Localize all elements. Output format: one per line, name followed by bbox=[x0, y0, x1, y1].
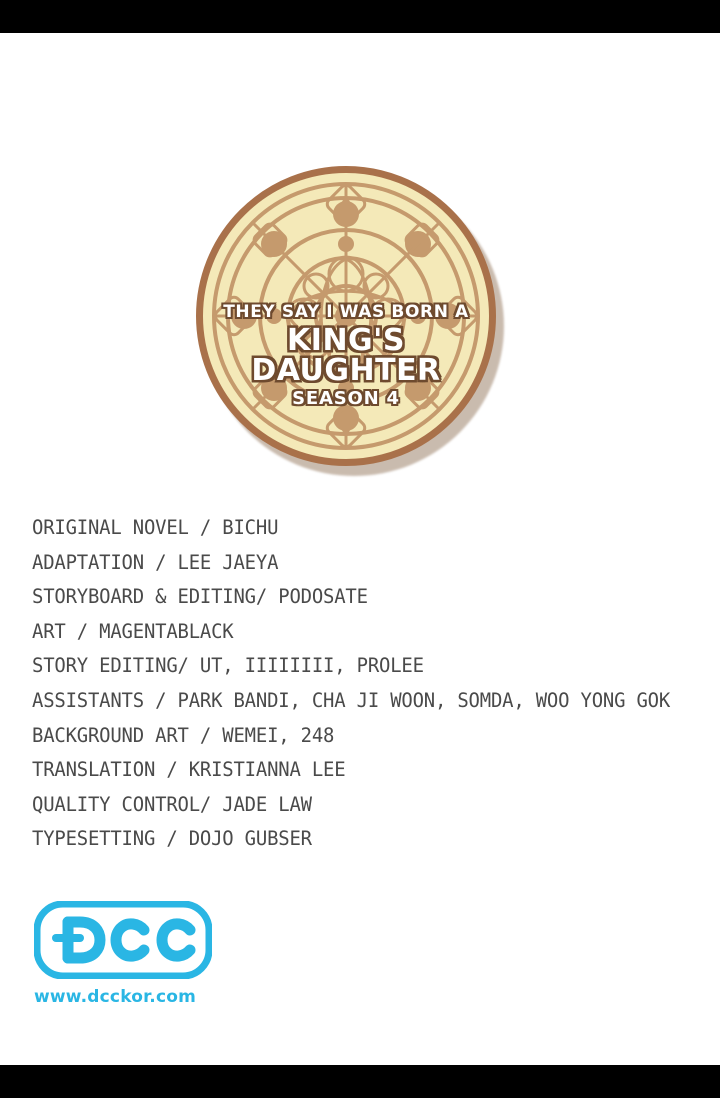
publisher-url[interactable]: www.dcckor.com bbox=[34, 987, 197, 1007]
logo-title-line-2: KING'S DAUGHTER bbox=[251, 323, 441, 388]
credit-line-typesetting: TYPESETTING / DOJO GUBSER bbox=[32, 827, 312, 851]
credit-line-background-art: BACKGROUND ART / WEMEI, 248 bbox=[32, 723, 335, 747]
publisher-brand bbox=[34, 901, 334, 1007]
logo-title-block bbox=[202, 304, 490, 408]
credit-line-quality-control: QUALITY CONTROL/ JADE LAW bbox=[32, 792, 312, 816]
logo-medallion-wrapper bbox=[196, 166, 516, 486]
dcc-logo-icon bbox=[34, 901, 212, 979]
logo-season-label: SEASON 4 bbox=[292, 388, 400, 409]
credit-line-original-novel: ORIGINAL NOVEL / BICHU bbox=[32, 516, 279, 539]
credit-line-assistants: ASSISTANTS / PARK BANDI, CHA JI WOON, SOMDA, WOO YONG GOK bbox=[32, 688, 671, 712]
credit-line-translation: TRANSLATION / KRISTIANNA LEE bbox=[32, 758, 346, 782]
credits-list bbox=[32, 511, 692, 857]
credit-line-art: ART / MAGENTABLACK bbox=[32, 619, 234, 643]
credit-line-adaptation: ADAPTATION / LEE JAEYA bbox=[32, 550, 279, 574]
credit-line-storyboard-editing: STORYBOARD & EDITING/ PODOSATE bbox=[32, 585, 368, 609]
page-canvas bbox=[0, 33, 720, 1065]
credit-line-story-editing: STORY EDITING/ UT, IIIIIIII, PROLEE bbox=[32, 654, 424, 678]
logo-title-line-1: THEY SAY I WAS BORN A bbox=[223, 302, 469, 322]
